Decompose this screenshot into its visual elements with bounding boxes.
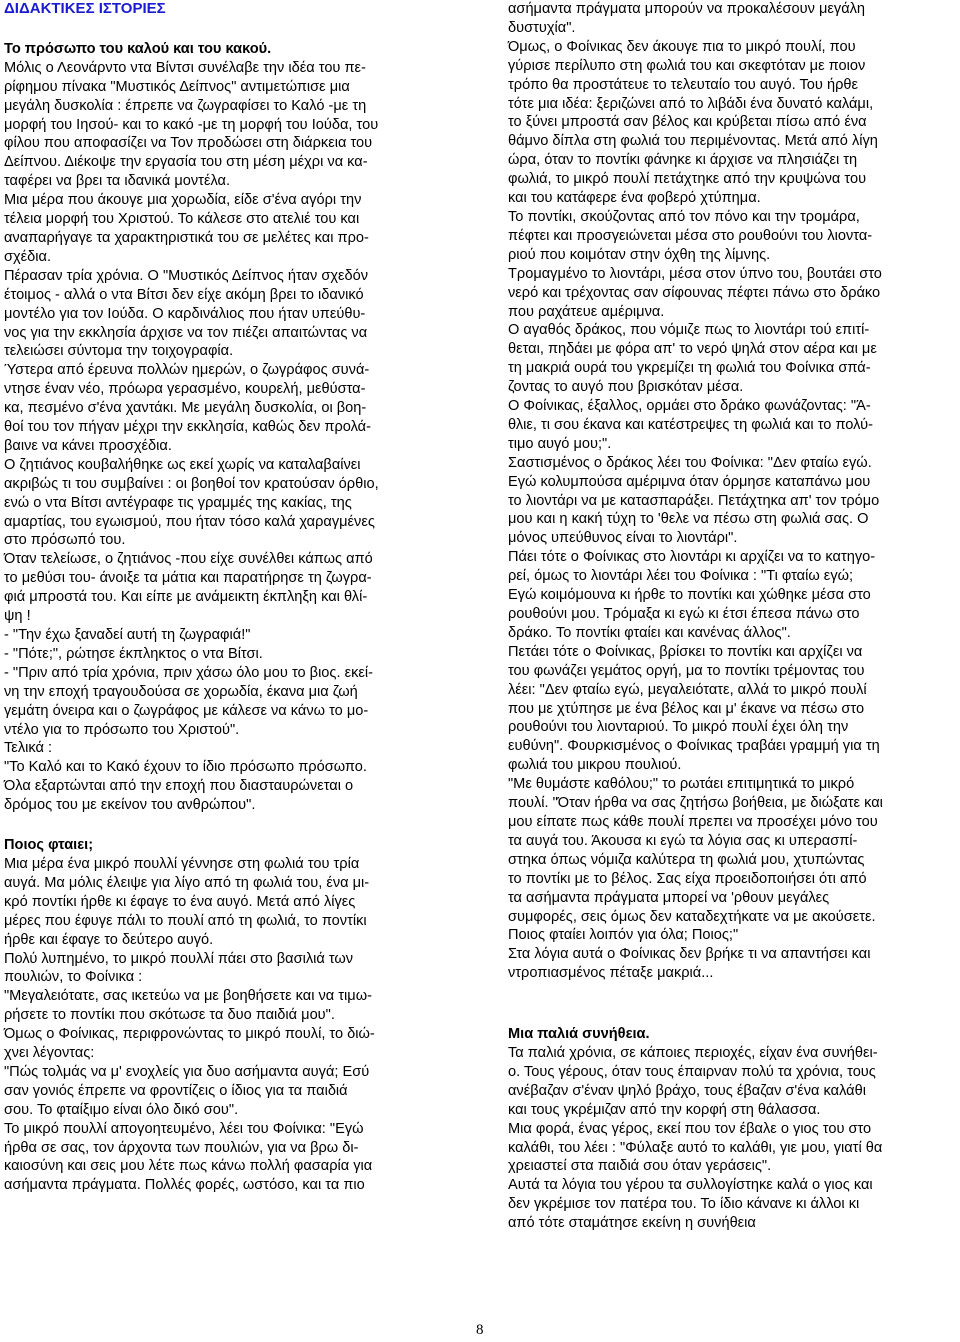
text-line: τότε μια ιδέα: ξεριζώνει από το λιβάδι ένα δυνατό καλάμι, — [508, 95, 874, 112]
spacer — [508, 1004, 956, 1025]
text-line: μου και η κακή τύχη το 'θελε να πέσω στη φωλιά σας. Ο — [508, 511, 869, 528]
text-line: Όταν τελείωσε, ο ζητιάνος -που είχε συνέλθει κάπως από — [4, 551, 373, 568]
text-line: ταφέρει να βρει τα ιδανικά μοντέλα. — [4, 173, 231, 190]
text-line: φιά μπροστά του. Και είπε με ανάμεικτη έκπληξη και θλί- — [4, 589, 368, 606]
text-line: το μεθύσι του- άνοιξε τα μάτια και παρατήρησε τη ζωγρα- — [4, 570, 372, 587]
text-line: στηκα όπως νόμιζα καλύτερα τη φωλιά μου, χτυπώντας — [508, 851, 865, 868]
text-line: κα, πεσμένο σ'ένα χαντάκι. Με μεγάλη δυσκολία, οι βοη- — [4, 400, 367, 417]
story1-title: Το πρόσωπο του καλού και του κακού. — [4, 40, 272, 57]
text-line: Μια μέρα ένα μικρό πουλλί γέννησε στη φωλιά του τρία — [4, 855, 360, 872]
text-line: δράκο. Το ποντίκι φταίει και κανένας άλλος". — [508, 624, 791, 641]
text-line: γεμάτη όνειρα και ο ζωγράφος με κάλεσε να κάνω το μο- — [4, 702, 369, 719]
text-line: ακριβώς τι του συμβαίνει : οι βοηθοί τον κρατούσαν όρθιο, — [4, 475, 379, 492]
text-line: Στα λόγια αυτά ο Φοίνικας δεν βρήκε τι να απαντήσει και — [508, 946, 871, 963]
page-number: 8 — [476, 1322, 484, 1338]
text-line: θλιε, τι σου έκανα και κατέστρεψες τη φωλιά και το πολύ- — [508, 416, 873, 433]
text-line: του φωνάζει γεμάτος οργή, μα το ποντίκι τρέμοντας του — [508, 662, 865, 679]
text-line: Όλα εξαρτώνται από την εποχή που διασταυρώνεται ο — [4, 778, 354, 795]
text-line: τρόπο θα προστάτευε το τελευταίο του αυγό. Του ήρθε — [508, 76, 858, 93]
text-line: αυγά. Μα μόλις έλειψε για λίγο από τη φωλιά του, ένα μι- — [4, 874, 370, 891]
text-line: φωλιά του μικρου πουλιού. — [508, 757, 682, 774]
text-line: Ο ζητιάνος κουβαλήθηκε ως εκεί χωρίς να καταλαβαίνει — [4, 456, 361, 473]
story1-body — [4, 59, 452, 815]
text-line: Εγώ κολυμπούσα αμέριμνα όταν όρμησε καταπάνω μου — [508, 473, 871, 490]
text-line: πουλί. "Όταν ήρθα να σας ζητήσω βοήθεια, με διώξατε και — [508, 795, 883, 812]
text-line: "Πώς τολμάς να μ' ενοχλείς για δυο ασήμαντα αυγά; Εσύ — [4, 1063, 370, 1080]
text-line: ρουθούνι μου. Τρόμαξα κι εγώ κι έτσι έπεσα πάνω στο — [508, 606, 860, 622]
story3-body — [508, 1044, 956, 1233]
left-column — [4, 0, 452, 1195]
text-line: τέλεια μορφή του Χριστού. Το κάλεσε στο ατελιέ του και — [4, 211, 360, 228]
text-line: νερό και τρέχοντας σαν σίφουνας πέφτει πάνω στο δράκο — [508, 284, 881, 301]
text-line: Εγώ κοιμόμουνα κι ήρθε το ποντίκι και χώθηκε μέσα στο — [508, 587, 871, 604]
text-line: Μια φορά, ένας γέρος, εκεί που τον έβαλε ο γιος του στο — [508, 1120, 872, 1137]
text-line: σου. Το φταίξιμο είναι όλο δικό σου". — [4, 1101, 239, 1118]
text-line: Όμως ο Φοίνικας, περιφρονώντας το μικρό πουλί, το διώ- — [4, 1026, 375, 1043]
text-line: σχέδια. — [4, 248, 52, 265]
text-line: Τρομαγμένο το λιοντάρι, μέσα στον ύπνο του, βουτάει στο — [508, 265, 882, 282]
text-line: ζοντας το αυγό που βρισκόταν μέσα. — [508, 379, 744, 396]
text-line: Ποιος φταίει λοιπόν για όλα; Ποιος;" — [508, 927, 739, 944]
text-line: τιμο αυγό μου;". — [508, 435, 612, 452]
text-line: το λιοντάρι να με κατασπαράξει. Πετάχτηκα απ' τον τρόμο — [508, 492, 880, 509]
spacer — [508, 983, 956, 1004]
text-line: ήρθα σε σας, τον άρχοντα των πουλιών, για να βρω δι- — [4, 1139, 359, 1156]
text-line: μεγάλη δυσκολία : έπρεπε να ζωγραφίσει το Καλό -με τη — [4, 97, 367, 114]
story2-title: Ποιος φταιει; — [4, 837, 94, 854]
text-line: μόνος υπεύθυνος είναι το λιοντάρι". — [508, 530, 738, 547]
text-line: Τελικά : — [4, 740, 53, 757]
text-line: ριού που κοιμόταν στην όχθη της λίμνης. — [508, 246, 771, 263]
text-line: και τους γκρέμιζαν από την κορφή στη θάλασσα. — [508, 1101, 821, 1118]
text-line: "Το Καλό και το Κακό έχουν το ίδιο πρόσωπο πρόσωπο. — [4, 759, 367, 776]
text-line: από τότε σταμάτησε εκείνη η συνήθεια — [508, 1215, 756, 1232]
text-line: μέρες που έφυγε πάλι το πουλί από τη φωλιά, το ποντίκι — [4, 912, 367, 929]
text-line: έτοιμος - αλλά ο ντα Βίτσι δεν είχε ακόμη βρει το ιδανικό — [4, 286, 364, 303]
text-line: φίλου που αποφασίζει να Τον προδώσει στη διάρκεια του — [4, 135, 373, 152]
text-line: δεν γκρέμισε τον πατέρα του. Το ίδιο κάνανε κι άλλοι κι — [508, 1196, 860, 1213]
text-line: Πολύ λυπημένο, το μικρό πουλλί πάει στο βασιλιά των — [4, 950, 354, 967]
text-line: σαν γονιός έπρεπε να φροντίζεις ο ίδιος για τα παιδιά — [4, 1082, 348, 1099]
text-line: λέει: "Δεν φταίω εγώ, μεγαλειότατε, αλλά το μικρό πουλί — [508, 681, 867, 698]
text-line: κρό ποντίκι ήρθε κι έφαγε το ένα αυγό. Μετά από λίγες — [4, 893, 356, 910]
text-line: "Με θυμάστε καθόλου;" το ρωτάει επιτιμητικά το μικρό — [508, 776, 855, 793]
text-line: νος για την εκκλησία άρχισε να τον πιέζει απαιτώντας να — [4, 324, 368, 341]
text-line: Το μικρό πουλλί απογοητευμένο, λέει του Φοίνικα: "Εγώ — [4, 1120, 364, 1137]
text-line: ρουθούνι του λιονταριού. Το μικρό πουλί έχει όλη την — [508, 719, 849, 736]
text-line: θεται, πηδάει με φόρα απ' το νερό ψηλά στον αέρα και με — [508, 341, 877, 358]
text-line: ασήμαντα πράγματα μπορούν να προκαλέσουν μεγάλη — [508, 1, 866, 17]
text-line: τελειώσει σύντομα την τοιχογραφία. — [4, 343, 234, 360]
text-line: χρειαστεί στα παιδιά σου όταν γεράσεις". — [508, 1158, 772, 1175]
text-line: δρόμος του με εκείνον του ανθρώπου". — [4, 797, 256, 814]
text-line: θάμνο δίπλα στη φωλιά του περιμένοντας. Μετά από λίγη — [508, 133, 878, 150]
text-line: θοί του τον πήγαν μέχρι την εκκλησία, καθώς δεν προλά- — [4, 419, 371, 436]
text-line: Σαστισμένος ο δράκος λέει του Φοίνικα: "Δεν φταίω εγώ. — [508, 454, 872, 471]
story2-body-left — [4, 855, 452, 1195]
text-line: το ξύνει μπροστά σαν βέλος και κρύβεται πίσω από ένα — [508, 114, 867, 131]
spacer — [4, 815, 452, 836]
story2-body-right — [508, 0, 956, 983]
text-line: ρίφημου πίνακα "Μυστικός Δείπνος" αντιμετώπισε μια — [4, 78, 350, 95]
text-line: νη την εποχή τραγουδούσα σε χορωδία, έκανα μια ζωή — [4, 683, 358, 700]
text-line: δυστυχία". — [508, 19, 576, 36]
text-line: ανέβαζαν σ'έναν ψηλό βράχο, τους έβαζαν σ'ένα καλάθι — [508, 1082, 866, 1099]
right-column — [508, 0, 956, 1233]
text-line: το ποντίκι με το βέλος. Σας είχα προειδοποιήσει ότι από — [508, 870, 867, 887]
text-line: - "Πότε;", ρώτησε έκπληκτος ο ντα Βίτσι. — [4, 645, 263, 662]
text-line: στο πρόσωπό του. — [4, 532, 126, 549]
text-line: καλάθι, του λέει : "Φύλαξε αυτό το καλάθι, γιε μου, γιατί θα — [508, 1139, 883, 1156]
text-line: συμφορές, σεις όμως δεν καταδεχτήκατε να με ακούσετε. — [508, 908, 876, 925]
text-line: Το ποντίκι, σκούζοντας από τον πόνο και την τρομάρα, — [508, 208, 860, 225]
text-line: - "Πριν από τρία χρόνια, πριν χάσω όλο μου το βιος. εκεί- — [4, 664, 373, 681]
text-line: Όμως, ο Φοίνικας δεν άκουγε πια το μικρό πουλί, που — [508, 38, 856, 55]
text-line: ρεί, όμως το λιοντάρι λέει του Φοίνικα : "Τι φταίω εγώ; — [508, 568, 854, 585]
text-line: φωλιά, το μικρό πουλί πετάχτηκε από την κρυψώνα του — [508, 171, 867, 188]
text-line: καιοσύνη και σεις μου λέτε πως κάνω πολλή φασαρία για — [4, 1158, 373, 1175]
text-line: μοντέλο για τον Ιούδα. Ο καρδινάλιος που ήταν υπεύθυ- — [4, 305, 366, 322]
section-header: ΔΙΔΑΚΤΙΚΕΣ ΙΣΤΟΡΙΕΣ — [4, 0, 166, 17]
text-line: ντησε έναν νέο, πρόωρα γερασμένο, κουρελή, μεθύστα- — [4, 381, 366, 398]
text-line: ευθύνη". Φουρκισμένος ο Φοίνικας τραβάει γραμμή για τη — [508, 738, 880, 755]
text-line: "Μεγαλειότατε, σας ικετεύω να με βοηθήσετε και να τιμω- — [4, 988, 372, 1005]
text-line: ήρθε και έφαγε το δεύτερο αυγό. — [4, 931, 214, 948]
text-line: ψη ! — [4, 608, 31, 625]
text-line: που με χτύπησε με ένα βέλος και μ' έκανε να πέσω στο — [508, 700, 865, 717]
text-line: πουλιών, το Φοίνικα : — [4, 969, 143, 986]
text-line: τη μακριά ουρά του γκρεμίζει τη φωλιά του Φοίνικα σπά- — [508, 360, 871, 377]
text-line: ο. Τους γέρους, όταν τους έπαιρναν πολύ τα χρόνια, τους — [508, 1063, 876, 1080]
text-line: ρήσετε το ποντίκι που σκότωσε τα δυο παιδιά μου". — [4, 1007, 335, 1024]
text-line: ντέλο για το πρόσωπο του Χριστού". — [4, 721, 240, 738]
text-line: γύρισε περίλυπο στη φωλιά του και σκεφτόταν με ποιον — [508, 57, 866, 74]
text-line: τα ασήμαντα πράγματα μπορεί να 'ρθουν μεγάλες — [508, 889, 830, 906]
text-line: Μόλις ο Λεονάρντο ντα Βίντσι συνέλαβε την ιδέα του πε- — [4, 59, 366, 76]
text-line: αναπαρήγαγε τα χαρακτηριστικά του σε μελέτες και προ- — [4, 229, 369, 246]
text-line: ώρα, όταν το ποντίκι φάνηκε κι άρχισε να πλησιάζει τη — [508, 152, 858, 169]
text-line: Ο αγαθός δράκος, που νόμιζε πως το λιοντάρι τού επιτί- — [508, 322, 870, 339]
text-line: - "Την έχω ξαναδεί αυτή τη ζωγραφιά!" — [4, 627, 251, 643]
text-line: πέφτει και προσγειώνεται μέσα στο ρουθούνι του λιοντα- — [508, 227, 873, 244]
text-line: Ο Φοίνικας, έξαλλος, ορμάει στο δράκο φωνάζοντας: "Ά- — [508, 398, 871, 415]
text-line: που ραχάτευε αμέριμνα. — [508, 303, 665, 320]
text-line: χνει λέγοντας: — [4, 1045, 95, 1062]
text-line: Πάει τότε ο Φοίνικας στο λιοντάρι κι αρχίζει να το κατηγο- — [508, 549, 876, 566]
text-line: Ύστερα από έρευνα πολλών ημερών, ο ζωγράφος συνά- — [4, 362, 370, 379]
text-line: τα αυγά του. Άκουσα κι εγώ τα λόγια σας κι υπερασπί- — [508, 832, 858, 849]
text-line: ντροπιασμένος πέταξε μακριά... — [508, 965, 714, 982]
text-line: Μια μέρα που άκουγε μια χορωδία, είδε σ'ένα αγόρι την — [4, 192, 362, 209]
text-line: βαινε να κάνει προσχέδια. — [4, 437, 172, 454]
text-line: Δείπνου. Διέκοψε την εργασία του στη μέση μέχρι να κα- — [4, 154, 368, 171]
text-line: Αυτά τα λόγια του γέρου τα συλλογίστηκε καλά ο γιος και — [508, 1177, 873, 1194]
text-line: Τα παλιά χρόνια, σε κάποιες περιοχές, είχαν ένα συνήθει- — [508, 1045, 878, 1062]
text-line: αμαρτίας, του εγωισμού, που ήταν τόσο καλά χαραγμένες — [4, 513, 375, 530]
text-line: Πέρασαν τρία χρόνια. Ο "Μυστικός Δείπνος ήταν σχεδόν — [4, 267, 369, 284]
text-line: μου είπατε πως κάθε πουλί πρεπει να προσέχει μόνο του — [508, 813, 878, 830]
text-line: Πετάει τότε ο Φοίνικας, βρίσκει το ποντίκι και αρχίζει να — [508, 643, 863, 660]
text-line: μορφή του Ιησού- και το κακό -με τη μορφή του Ιούδα, του — [4, 116, 379, 133]
text-line: ενώ ο ντα Βίτσι αντέγραφε τις γραμμές της κακίας, της — [4, 494, 352, 511]
text-line: και του κατάφερε ένα φοβερό χτύπημα. — [508, 190, 761, 207]
text-line: ασήμαντα πράγματα. Πολλές φορές, ωστόσο, και τα πιο — [4, 1177, 365, 1194]
story3-title: Μια παλιά συνήθεια. — [508, 1026, 650, 1043]
